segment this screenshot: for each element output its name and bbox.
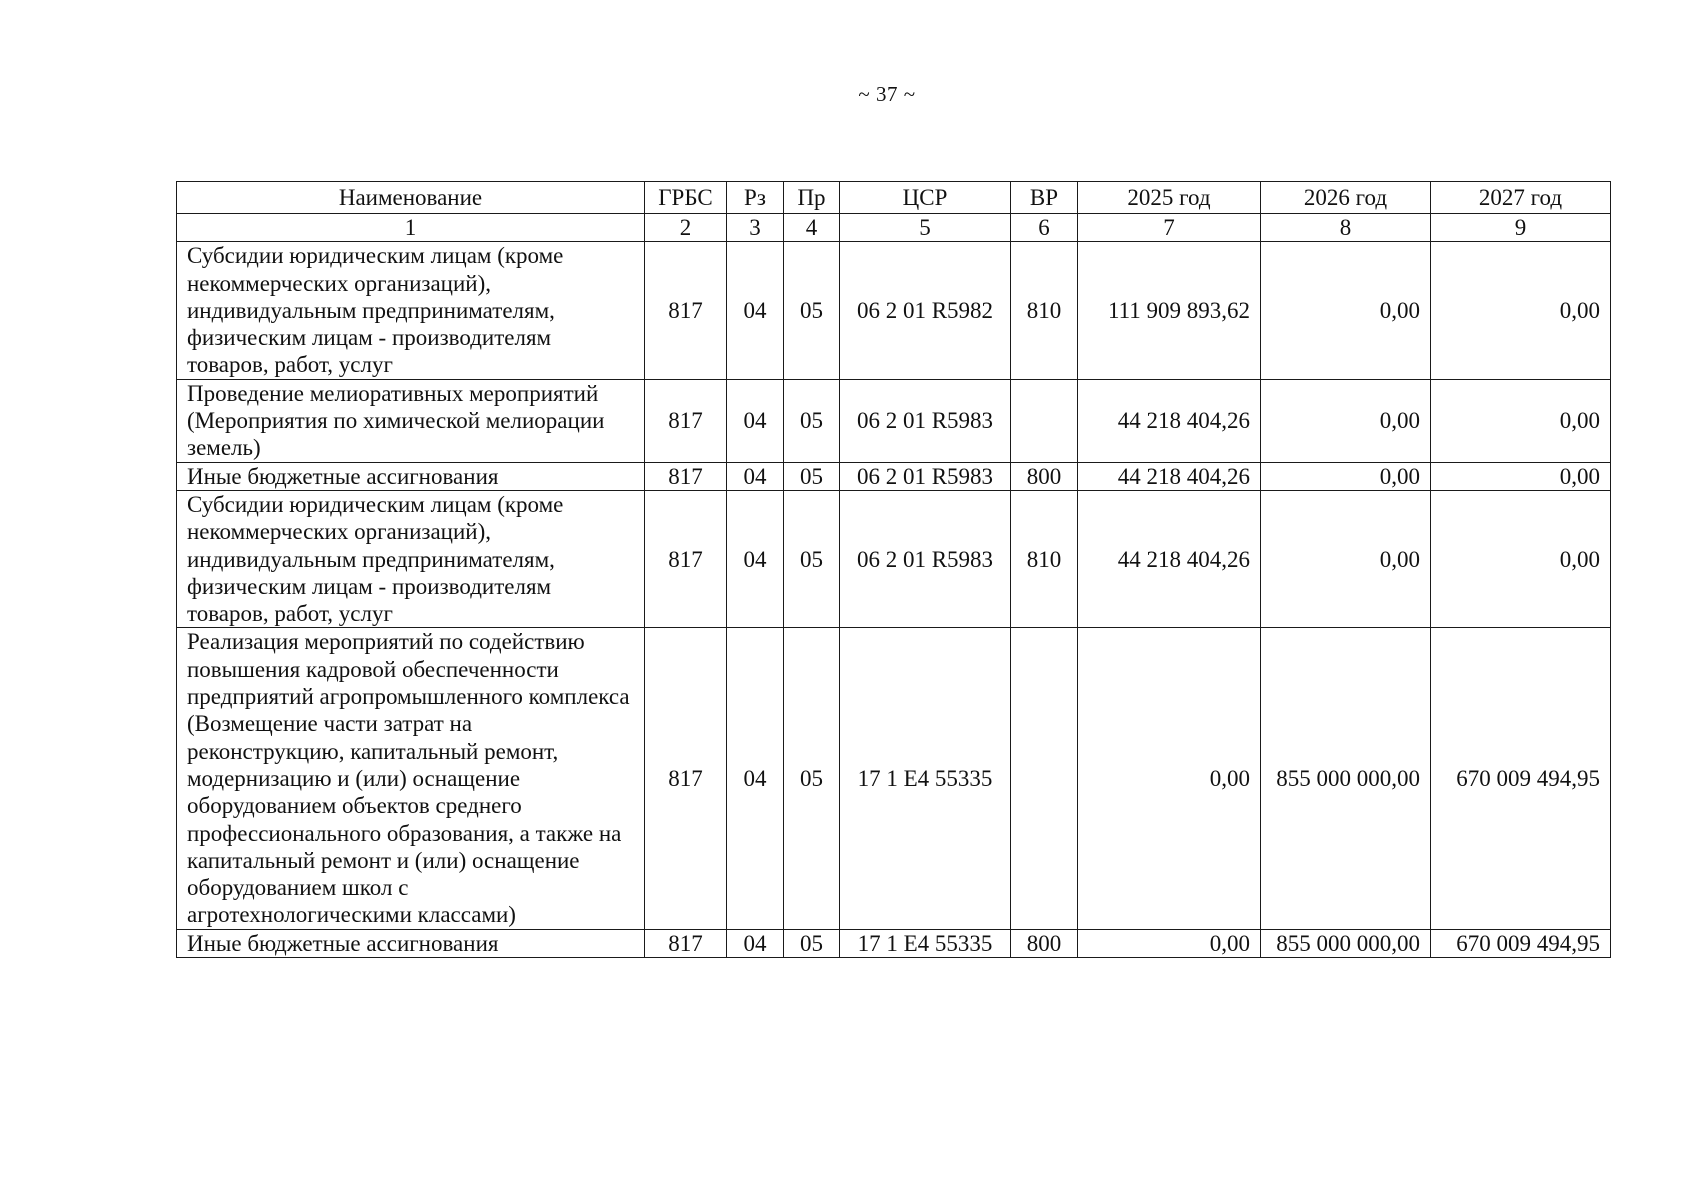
row-pr: 05: [784, 379, 840, 462]
row-amount-2026: 0,00: [1261, 242, 1431, 379]
column-number: 4: [784, 214, 840, 242]
header-2027: 2027 год: [1431, 182, 1611, 214]
header-grbs: ГРБС: [645, 182, 727, 214]
row-name: Субсидии юридическим лицам (кроме некоммерческих организаций), индивидуальным предпринимателям, физическим лицам - производителям товаров, работ, услуг: [177, 490, 645, 627]
row-amount-2025: 44 218 404,26: [1078, 379, 1261, 462]
column-number: 9: [1431, 214, 1611, 242]
header-name: Наименование: [177, 182, 645, 214]
row-csr: 06 2 01 R5983: [840, 462, 1011, 490]
column-number: 8: [1261, 214, 1431, 242]
column-number: 7: [1078, 214, 1261, 242]
row-csr: 17 1 E4 55335: [840, 929, 1011, 957]
column-number: 1: [177, 214, 645, 242]
row-name: Иные бюджетные ассигнования: [177, 462, 645, 490]
row-pr: 05: [784, 490, 840, 627]
row-pr: 05: [784, 242, 840, 379]
row-amount-2025: 111 909 893,62: [1078, 242, 1261, 379]
row-grbs: 817: [645, 929, 727, 957]
row-pr: 05: [784, 929, 840, 957]
row-grbs: 817: [645, 462, 727, 490]
column-number: 6: [1011, 214, 1078, 242]
row-amount-2027: 0,00: [1431, 242, 1611, 379]
row-grbs: 817: [645, 379, 727, 462]
row-amount-2027: 0,00: [1431, 462, 1611, 490]
row-csr: 17 1 E4 55335: [840, 628, 1011, 929]
row-csr: 06 2 01 R5983: [840, 379, 1011, 462]
header-2025: 2025 год: [1078, 182, 1261, 214]
header-vr: ВР: [1011, 182, 1078, 214]
row-vr: 800: [1011, 462, 1078, 490]
row-vr: [1011, 628, 1078, 929]
table-row: [177, 242, 1611, 379]
table-row: [177, 490, 1611, 627]
row-amount-2026: 0,00: [1261, 379, 1431, 462]
row-vr: 800: [1011, 929, 1078, 957]
row-rz: 04: [727, 242, 784, 379]
row-csr: 06 2 01 R5983: [840, 490, 1011, 627]
row-vr: 810: [1011, 490, 1078, 627]
row-amount-2026: 0,00: [1261, 490, 1431, 627]
row-amount-2025: 0,00: [1078, 929, 1261, 957]
row-grbs: 817: [645, 490, 727, 627]
column-number: 2: [645, 214, 727, 242]
row-amount-2026: 855 000 000,00: [1261, 628, 1431, 929]
row-rz: 04: [727, 628, 784, 929]
table-row: [177, 929, 1611, 957]
column-number: 3: [727, 214, 784, 242]
header-2026: 2026 год: [1261, 182, 1431, 214]
row-amount-2025: 0,00: [1078, 628, 1261, 929]
row-amount-2026: 855 000 000,00: [1261, 929, 1431, 957]
row-amount-2027: 0,00: [1431, 490, 1611, 627]
page-number: ~ 37 ~: [858, 82, 916, 106]
row-vr: [1011, 379, 1078, 462]
column-number-row: [177, 214, 1611, 242]
table-row: [177, 379, 1611, 462]
row-name: Иные бюджетные ассигнования: [177, 929, 645, 957]
budget-table: [176, 181, 1611, 958]
table-row: [177, 462, 1611, 490]
row-name: Проведение мелиоративных мероприятий (Мероприятия по химической мелиорации земель): [177, 379, 645, 462]
row-vr: 810: [1011, 242, 1078, 379]
row-pr: 05: [784, 462, 840, 490]
header-rz: Рз: [727, 182, 784, 214]
header-csr: ЦСР: [840, 182, 1011, 214]
row-amount-2025: 44 218 404,26: [1078, 490, 1261, 627]
row-amount-2027: 0,00: [1431, 379, 1611, 462]
column-number: 5: [840, 214, 1011, 242]
row-rz: 04: [727, 379, 784, 462]
row-rz: 04: [727, 490, 784, 627]
row-amount-2027: 670 009 494,95: [1431, 929, 1611, 957]
header-pr: Пр: [784, 182, 840, 214]
row-grbs: 817: [645, 242, 727, 379]
row-name: Субсидии юридическим лицам (кроме некоммерческих организаций), индивидуальным предпринимателям, физическим лицам - производителям товаров, работ, услуг: [177, 242, 645, 379]
row-rz: 04: [727, 462, 784, 490]
table-row: [177, 628, 1611, 929]
row-rz: 04: [727, 929, 784, 957]
row-csr: 06 2 01 R5982: [840, 242, 1011, 379]
row-amount-2025: 44 218 404,26: [1078, 462, 1261, 490]
row-name: Реализация мероприятий по содействию повышения кадровой обеспеченности предприятий агропромышленного комплекса (Возмещение части затрат на реконструкцию, капитальный ремонт, модернизацию и (или) оснащение оборудованием объектов среднего профессионального образования, а также на капитальный ремонт и (или) оснащение оборудованием школ с агротехнологическими классами): [177, 628, 645, 929]
row-grbs: 817: [645, 628, 727, 929]
header-row: [177, 182, 1611, 214]
row-amount-2026: 0,00: [1261, 462, 1431, 490]
row-amount-2027: 670 009 494,95: [1431, 628, 1611, 929]
row-pr: 05: [784, 628, 840, 929]
